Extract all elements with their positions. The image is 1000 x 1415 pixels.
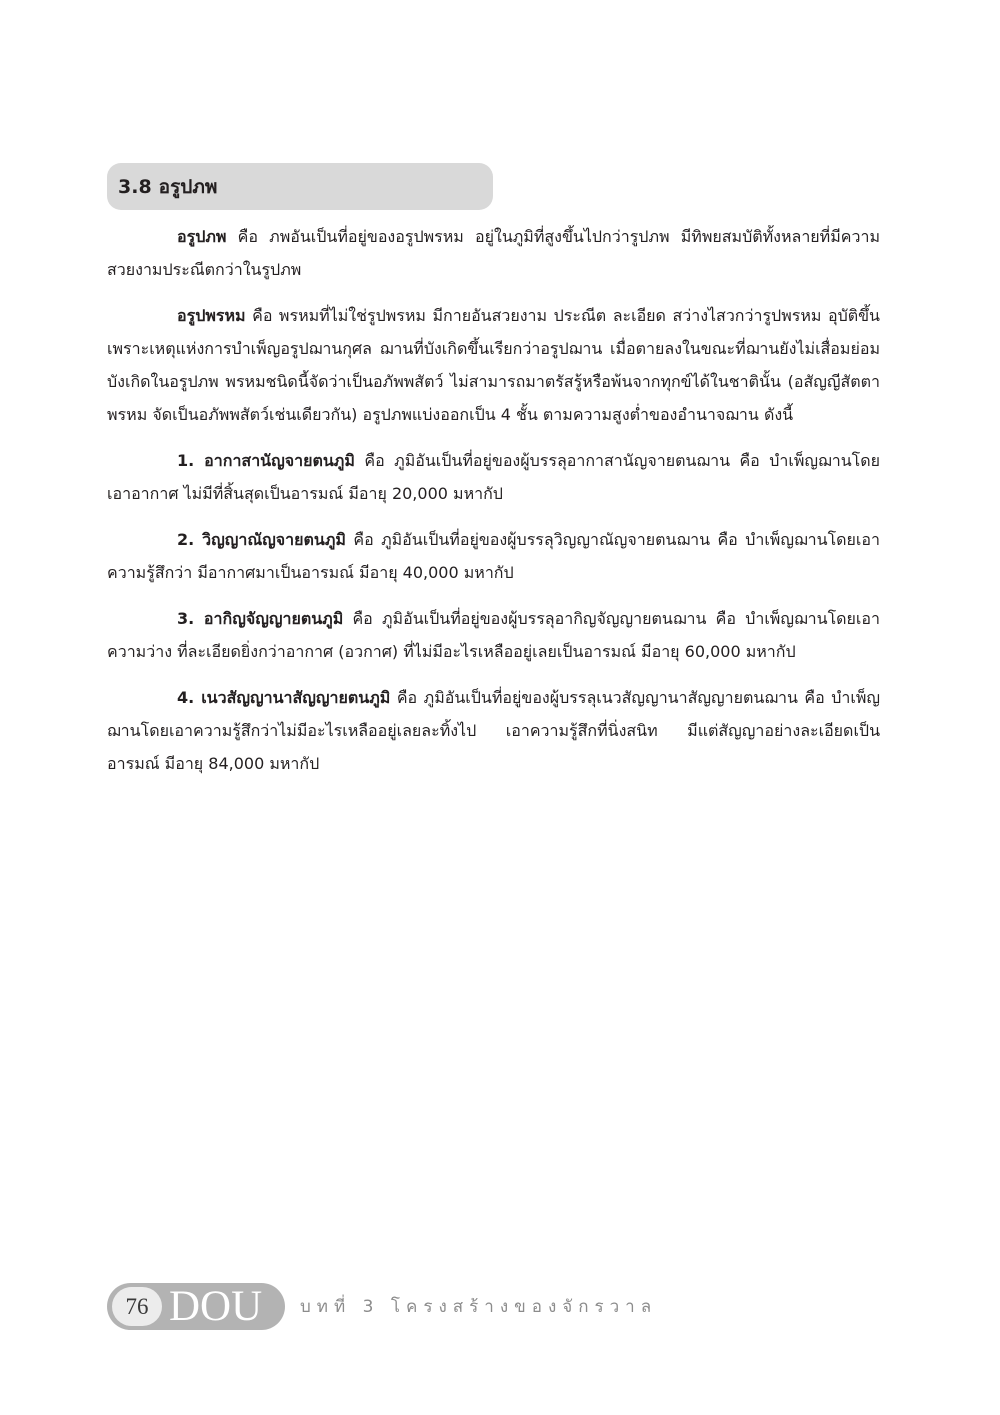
- level-text: คือ ภูมิอันเป็นที่อยู่ของผู้บรรลุอากิญจัญญายตนฌาน คือ บำเพ็ญฌานโดยเอาความว่าง ที่ละเอียดยิ่งกว่าอากาศ (อวกาศ) ที่ไม่มีอะไรเหลืออยู่เลยเป็นอารมณ์ มีอายุ 60,000 มหากัป: [107, 609, 880, 661]
- paragraph-arupa-bhava: [107, 220, 880, 286]
- level-text: คือ ภูมิอันเป็นที่อยู่ของผู้บรรลุเนวสัญญานาสัญญายตนฌาน คือ บำเพ็ญฌานโดยเอาความรู้สึกว่าไม่มีอะไรเหลืออยู่เลยละทิ้งไป เอาความรู้สึกที่นิ่งสนิท มีแต่สัญญาอย่างละเอียดเป็นอารมณ์ มีอายุ 84,000 มหากัป: [107, 688, 881, 773]
- chapter-title: บทที่ 3 โครงสร้างของจักรวาล: [300, 1297, 658, 1317]
- term-arupa-bhava: อรูปภพ: [177, 227, 227, 246]
- level-text: คือ ภูมิอันเป็นที่อยู่ของผู้บรรลุวิญญาณัญจายตนฌาน คือ บำเพ็ญฌานโดยเอาความรู้สึกว่า มีอากาศมาเป็นอารมณ์ มีอายุ 40,000 มหากัป: [107, 530, 880, 582]
- level-label: 1. อากาสานัญจายตนภูมิ: [177, 451, 355, 470]
- level-item-1: [107, 444, 880, 510]
- level-label: 3. อากิญจัญญายตนภูมิ: [177, 609, 344, 628]
- level-item-3: [107, 602, 880, 668]
- paragraph-text: คือ ภพอันเป็นที่อยู่ของอรูปพรหม อยู่ในภูมิที่สูงขึ้นไปกว่ารูปภพ มีทิพยสมบัติทั้งหลายที่มีความสวยงามประณีตกว่าในรูปภพ: [107, 227, 880, 279]
- section-heading: [107, 163, 493, 210]
- level-item-2: [107, 523, 880, 589]
- paragraph-arupa-brahma: [107, 299, 880, 431]
- level-label: 2. วิญญาณัญจายตนภูมิ: [177, 530, 346, 549]
- body-text: [107, 220, 880, 793]
- level-text: คือ ภูมิอันเป็นที่อยู่ของผู้บรรลุอากาสานัญจายตนฌาน คือ บำเพ็ญฌานโดยเอาอากาศ ไม่มีที่สิ้นสุดเป็นอารมณ์ มีอายุ 20,000 มหากัป: [107, 451, 880, 503]
- level-item-4: [107, 681, 880, 780]
- section-number: 3.8: [118, 175, 152, 198]
- footer-badge: [107, 1283, 285, 1330]
- paragraph-text: คือ พรหมที่ไม่ใช่รูปพรหม มีกายอันสวยงาม ประณีต ละเอียด สว่างไสวกว่ารูปพรหม อุบัติขึ้นเพราะเหตุแห่งการบำเพ็ญอรูปฌานกุศล ฌานที่บังเกิดขึ้นเรียกว่าอรูปฌาน เมื่อตายลงในขณะที่ฌานยังไม่เสื่อมย่อมบังเกิดในอรูปภพ พรหมชนิดนี้จัดว่าเป็นอภัพพสัตว์ ไม่สามารถมาตรัสรู้หรือพ้นจากทุกข์ได้ในชาตินั้น (อสัญญีสัตตาพรหม จัดเป็นอภัพพสัตว์เช่นเดียวกัน) อรูปภพแบ่งออกเป็น 4 ชั้น ตามความสูงต่ำของอำนาจฌาน ดังนี้: [107, 306, 880, 424]
- dou-logo: DOU: [169, 1283, 263, 1330]
- level-label: 4. เนวสัญญานาสัญญายตนภูมิ: [177, 688, 391, 707]
- page-number: 76: [112, 1287, 162, 1326]
- term-arupa-brahma: อรูปพรหม: [177, 306, 246, 325]
- section-title: อรูปภพ: [158, 175, 218, 198]
